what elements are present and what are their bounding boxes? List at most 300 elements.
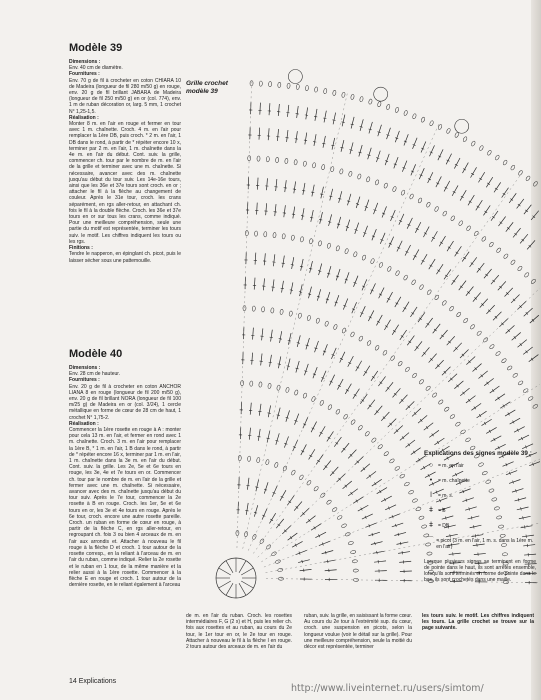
stitch-mark <box>476 200 483 210</box>
stitch-mark <box>459 281 466 290</box>
stitch-mark <box>429 354 437 363</box>
chain-stitch-mark <box>316 318 320 324</box>
model-39-finitions: Tendre le napperon, en épinglant ch. picot, puis le laisser sécher sous une pattemouille. <box>69 251 181 264</box>
stitch-crossbar <box>313 142 316 143</box>
stitch-mark <box>280 331 282 343</box>
stitch-mark <box>323 136 325 148</box>
stitch-crossbar <box>297 343 300 344</box>
stitch-mark <box>493 312 501 320</box>
model-39-section <box>69 42 181 264</box>
stitch-mark <box>433 324 441 333</box>
stitch-mark <box>444 269 451 279</box>
stitch-mark <box>327 431 334 441</box>
chain-stitch-mark <box>518 170 523 176</box>
stitch-crossbar <box>340 147 343 148</box>
treble-icon: ǂ <box>428 506 434 514</box>
stitch-crossbar <box>360 126 363 127</box>
model-40-realisation-label: Réalisation : <box>69 420 99 427</box>
stitch-mark <box>325 570 337 571</box>
chain-stitch-mark <box>298 313 302 319</box>
stitch-mark <box>280 490 286 500</box>
chain-stitch-mark <box>377 444 383 450</box>
chain-stitch-mark <box>357 425 363 431</box>
stitch-mark <box>435 360 443 369</box>
stitch-mark <box>370 283 375 294</box>
chain-stitch-mark <box>311 396 316 402</box>
chain-stitch-mark <box>503 253 509 259</box>
stitch-mark <box>418 312 425 322</box>
stitch-mark <box>322 550 334 553</box>
stitch-mark <box>287 105 288 117</box>
stitch-mark <box>292 541 303 547</box>
stitch-mark <box>395 297 401 307</box>
stitch-mark <box>371 542 383 545</box>
chain-stitch-mark <box>463 136 468 142</box>
chain-stitch-mark <box>489 344 495 350</box>
stitch-mark <box>495 444 506 449</box>
stitch-mark <box>429 145 434 156</box>
model-40-continued-col1: de m. en l'air du ruban. Croch. les rosettes intermédiaires F, G (2 x) et H, puis les relier ch. fois aux rosettes et au ruban, au cours du 2e tour, le 1er tour en or, le 2e tour en rouge. Attacher à nouveau le fil à la flèche I en rouge. 2 tours autour des arceaux de m. en l'air du <box>186 613 292 651</box>
chain-stitch-mark <box>319 400 324 406</box>
stitch-mark <box>315 532 326 537</box>
stitch-mark <box>452 185 458 195</box>
chain-stitch-mark <box>442 211 447 217</box>
chain-stitch-mark <box>456 312 462 318</box>
legend-row <box>424 538 536 550</box>
chain-stitch-mark <box>359 96 363 102</box>
chain-stitch-mark <box>348 171 352 177</box>
chain-stitch-mark <box>389 458 395 464</box>
stitch-crossbar <box>329 196 332 197</box>
stitch-mark <box>269 103 270 115</box>
stitch-crossbar <box>304 140 307 141</box>
stitch-mark <box>374 203 378 214</box>
stitch-mark <box>410 307 417 317</box>
chain-stitch-mark <box>364 431 370 437</box>
chain-stitch-mark <box>250 381 253 386</box>
center-spoke <box>219 568 231 575</box>
stitch-mark <box>392 523 403 527</box>
stitch-mark <box>276 433 279 444</box>
chain-stitch-mark <box>397 361 403 367</box>
stitch-mark <box>490 386 500 393</box>
stitch-crossbar <box>474 407 476 410</box>
stitch-crossbar <box>463 257 466 259</box>
model-40-dims-label: Dimensions : <box>69 365 101 371</box>
stitch-mark <box>360 394 367 404</box>
chain-stitch-mark <box>533 181 539 187</box>
chain-stitch-mark <box>495 351 501 357</box>
chain-stitch-mark <box>335 409 340 415</box>
stitch-mark <box>517 199 524 209</box>
stitch-crossbar <box>291 265 294 266</box>
chain-stitch-mark <box>471 141 476 147</box>
stitch-crossbar <box>268 413 271 414</box>
stitch-mark <box>277 129 278 141</box>
chain-stitch-mark <box>429 120 434 126</box>
stitch-mark <box>466 396 476 403</box>
legend-text: = m. en l'air <box>438 462 464 469</box>
stitch-crossbar <box>310 217 313 218</box>
stitch-crossbar <box>311 192 314 193</box>
center-spoke <box>239 583 246 595</box>
stitch-mark <box>524 308 533 316</box>
chain-stitch-mark <box>327 243 331 249</box>
chain-stitch-mark <box>408 490 414 495</box>
chain-stitch-mark <box>350 419 356 425</box>
stitch-mark <box>347 194 350 205</box>
stitch-mark <box>292 257 294 269</box>
chain-stitch-mark <box>449 306 455 312</box>
stitch-crossbar <box>361 399 364 401</box>
stitch-mark <box>473 293 481 302</box>
chain-stitch-mark <box>275 157 278 162</box>
stitch-mark <box>423 227 429 238</box>
stitch-mark <box>460 350 469 358</box>
stitch-mark <box>330 467 338 476</box>
legend-row <box>424 493 536 499</box>
stitch-crossbar <box>419 318 422 320</box>
stitch-mark <box>412 408 421 416</box>
chain-stitch-mark <box>282 234 286 240</box>
legend-row <box>424 463 536 469</box>
stitch-mark <box>415 222 421 233</box>
stitch-mark <box>454 158 460 169</box>
stitch-mark <box>343 299 347 310</box>
stitch-mark <box>399 214 404 225</box>
stitch-crossbar <box>257 436 260 437</box>
stitch-mark <box>372 229 376 240</box>
stitch-mark <box>337 217 340 229</box>
chain-stitch-mark <box>479 145 484 151</box>
stitch-mark <box>343 481 352 489</box>
stitch-crossbar <box>331 145 334 146</box>
stitch-crossbar <box>377 551 378 554</box>
chain-stitch-mark <box>313 486 319 492</box>
stitch-mark <box>400 433 409 441</box>
stitch-mark <box>378 376 385 386</box>
stitch-mark <box>486 177 492 187</box>
stitch-mark <box>306 338 310 349</box>
chain-stitch-mark <box>303 161 307 167</box>
chain-stitch-mark <box>271 308 275 314</box>
chain-stitch-mark <box>252 306 255 311</box>
stitch-mark <box>371 371 378 381</box>
stitch-mark <box>399 395 407 404</box>
stitch-mark <box>471 167 477 177</box>
chain-stitch-mark <box>502 160 507 166</box>
stitch-mark <box>319 263 322 275</box>
stitch-crossbar <box>323 118 326 119</box>
stitch-mark <box>259 404 261 416</box>
stitch-mark <box>277 408 280 420</box>
stitch-mark <box>262 328 263 340</box>
chain-stitch-mark <box>274 462 279 468</box>
stitch-mark <box>359 145 362 157</box>
stitch-mark <box>446 154 451 165</box>
model-40-dims: Env. 28 cm de hauteur. <box>69 371 121 378</box>
stitch-mark <box>506 222 513 231</box>
model-40-supplies-label: Fournitures : <box>69 377 100 384</box>
stitch-mark <box>510 418 520 424</box>
stitch-crossbar <box>337 224 340 225</box>
stitch-mark <box>440 330 448 339</box>
stitch-mark <box>331 348 336 359</box>
stitch-mark <box>382 206 387 217</box>
chain-stitch-mark <box>261 307 265 312</box>
stitch-mark <box>313 367 317 378</box>
stitch-mark <box>271 330 273 342</box>
stitch-crossbar <box>277 415 280 416</box>
stitch-mark <box>514 427 525 433</box>
stitch-mark <box>345 272 349 283</box>
stitch-crossbar <box>302 560 303 563</box>
page-footer <box>69 678 116 685</box>
stitch-mark <box>259 128 260 140</box>
stitch-mark <box>329 214 332 226</box>
stitch-mark <box>300 569 312 570</box>
stitch-mark <box>470 257 477 267</box>
chain-stitch-mark <box>532 404 538 409</box>
picot-scallop <box>374 87 388 101</box>
stitch-mark <box>257 203 258 215</box>
chain-stitch-mark <box>259 81 262 86</box>
stitch-crossbar <box>484 211 487 213</box>
stitch-mark <box>296 131 298 143</box>
stitch-mark <box>394 425 403 433</box>
stitch-mark <box>411 164 416 175</box>
stitch-mark <box>311 210 313 222</box>
stitch-mark <box>275 204 276 216</box>
stitch-mark <box>404 134 408 145</box>
stitch-mark <box>372 479 382 486</box>
chain-stitch-mark <box>427 289 432 295</box>
stitch-crossbar <box>349 150 352 151</box>
stitch-crossbar <box>498 397 500 400</box>
stitch-crossbar <box>328 222 331 223</box>
stitch-mark <box>451 275 458 285</box>
stitch-mark <box>276 179 277 191</box>
stitch-mark <box>345 384 351 394</box>
stitch-crossbar <box>332 120 335 121</box>
chain-stitch-mark <box>438 399 444 405</box>
stitch-crossbar <box>492 216 495 218</box>
stitch-crossbar <box>278 364 281 365</box>
chain-stitch-mark <box>323 88 327 94</box>
chain-stitch-mark <box>296 84 300 90</box>
stitch-mark <box>392 325 398 335</box>
chain-stitch-mark <box>278 82 281 87</box>
chain-stitch-mark <box>291 235 295 241</box>
model-39-supplies: Env. 70 g de fil à crocheter en coton CHIARA 10 de Madeira (longueur de fil 280 m/50 g) en rouge, env. 20 g de fil brillant JABARA de Madeira (longueur de fil 250 m/50 g) en or (col. 774), env. 1 m de ruban décoration or, larg. 5 mm, 1 crochet N° 1,25-1,5. <box>69 77 181 115</box>
chain-stitch-mark <box>394 466 400 471</box>
stitch-mark <box>384 320 390 330</box>
stitch-mark <box>301 259 303 271</box>
stitch-mark <box>506 325 515 333</box>
stitch-mark <box>270 355 272 367</box>
chain-stitch-mark <box>273 232 277 238</box>
stitch-mark <box>286 410 290 421</box>
stitch-mark <box>348 356 354 367</box>
stitch-mark <box>422 347 430 356</box>
center-spoke <box>226 561 233 573</box>
stitch-mark <box>294 181 296 193</box>
stitch-mark <box>448 374 457 382</box>
stitch-mark <box>305 133 307 145</box>
chain-stitch-mark <box>294 390 298 396</box>
stitch-mark <box>261 354 262 366</box>
stitch-mark <box>252 353 253 365</box>
chain-stitch-mark <box>254 231 257 236</box>
legend-text: = m. s. <box>438 492 454 499</box>
stitch-mark <box>324 111 326 123</box>
stitch-mark <box>368 532 379 536</box>
stitch-mark <box>303 183 305 195</box>
chain-stitch-mark <box>465 437 471 442</box>
stitch-mark <box>368 310 373 321</box>
stitch-mark <box>518 435 529 440</box>
chain-stitch-mark <box>259 382 263 388</box>
stitch-mark <box>399 561 411 562</box>
stitch-mark <box>520 234 528 243</box>
stitch-mark <box>246 503 248 515</box>
model-39-title: Modèle 39 <box>69 42 123 54</box>
stitch-mark <box>314 134 316 146</box>
stitch-mark <box>484 269 492 278</box>
stitch-mark <box>358 505 369 511</box>
stitch-mark <box>462 163 468 173</box>
stitch-mark <box>287 130 288 142</box>
stitch-mark <box>298 560 310 563</box>
stitch-mark <box>342 115 345 127</box>
stitch-mark <box>310 261 313 273</box>
stitch-mark <box>527 240 535 249</box>
stitch-mark <box>266 203 267 215</box>
chain-stitch-mark <box>507 365 513 371</box>
chain-stitch-mark <box>525 175 530 181</box>
stitch-crossbar <box>375 542 376 545</box>
stitch-crossbar <box>445 275 448 277</box>
chain-stitch-mark <box>268 383 272 389</box>
chain-stitch-mark <box>280 309 284 315</box>
stitch-mark <box>374 561 386 562</box>
chain-stitch-mark <box>382 350 387 356</box>
stitch-mark <box>346 220 350 231</box>
stitch-crossbar <box>413 451 415 454</box>
chain-stitch-mark <box>287 83 291 88</box>
stitch-mark <box>264 482 268 493</box>
stitch-mark <box>491 211 498 221</box>
chain-stitch-mark <box>450 215 455 221</box>
chain-stitch-mark <box>510 165 515 171</box>
chain-stitch-mark <box>309 238 313 244</box>
stitch-mark <box>483 205 490 215</box>
stitch-mark <box>398 552 410 554</box>
stitch-crossbar <box>374 482 376 485</box>
symbol-legend <box>424 450 536 583</box>
stitch-mark <box>418 415 427 423</box>
stitch-mark <box>334 437 341 447</box>
stitch-mark <box>353 276 357 287</box>
chain-stitch-mark <box>523 388 529 393</box>
chain-stitch-mark <box>524 272 530 278</box>
stitch-mark <box>455 246 462 256</box>
chain-stitch-mark <box>434 206 439 212</box>
stitch-mark <box>389 237 394 248</box>
chain-stitch-mark <box>324 321 329 327</box>
stitch-mark <box>362 279 367 290</box>
stitch-mark <box>300 284 303 296</box>
stitch-mark <box>323 461 331 470</box>
chain-stitch-mark <box>244 531 248 537</box>
stitch-mark <box>339 191 342 203</box>
stitch-mark <box>308 287 311 299</box>
stitch-mark <box>377 488 387 494</box>
chain-stitch-mark <box>266 157 269 162</box>
wedge-guide-line <box>243 91 348 549</box>
chain-stitch-mark <box>403 110 408 116</box>
chain-stitch-mark <box>343 414 348 420</box>
stitch-mark <box>254 505 257 516</box>
model-40-title: Modèle 40 <box>69 348 123 360</box>
stitch-mark <box>362 514 373 519</box>
stitch-mark <box>400 330 407 340</box>
chain-stitch-mark <box>350 550 356 554</box>
stitch-mark <box>348 489 358 496</box>
stitch-mark <box>267 178 268 190</box>
chain-stitch-mark <box>401 190 406 196</box>
model-40-supplies: Env. 20 g de fil à crocheter en coton ANCHOR LIANA 8 en rouge (longueur de fil 200 m/50 g), env. 20 g de fil brillant NORA (longueur de fil 100 m/25 g) de Madeira en or (col. 3/24), 1 cercle métallique en forme de cœur de 28 cm de haut, 1 crochet N° 1,75-2. <box>69 383 181 421</box>
chain-stitch-mark <box>353 569 358 572</box>
stitch-mark <box>415 341 422 350</box>
stitch-mark <box>436 264 443 274</box>
model-39-dims-label: Dimensions : <box>69 59 101 65</box>
stitch-mark <box>429 259 435 269</box>
stitch-mark <box>530 315 539 323</box>
stitch-crossbar <box>456 252 459 254</box>
stitch-mark <box>352 302 357 313</box>
stitch-mark <box>302 208 304 220</box>
chain-stitch-mark <box>395 270 400 276</box>
chain-stitch-mark <box>366 176 370 182</box>
model-40-realisation: Commencer la 1ère rosette en rouge à A : monter pour cela 13 m. en l'air, et fermer en rond avec 1 m. chaînette. Croch. 3 m. en l'air pour remplacer la 1ère B, * 1 m. en l'air, 1 B dans le rond, à partir de * répéter encore 16 x, terminer par 1 m. en l'air, 1 m. chaînette dans la 3e m. en l'air du début. Cont. suiv. la grille. Les 2e, 5e et 6e tours en rouge, les 3e, 4e et 7e tours en or. Commencer ch. tour par le nombre de m. en l'air de la grille et fermer avec une m. chaînette. Si nécessaire, avancer avec des m. chaînette jusqu'au début du tour suiv. Après le 7e tour, commencer la 2e rosette à B en rouge. Croch. les 1er, 5e et 6e tours en or, les 3e et 4e tours en rouge. Après le 6e tour, croch. encore une autre rosette pareille. Croch. un ruban en forme de cœur en rouge, à partir de la flèche C, en rgs aller-retour, en regroupant ch. fois 3 ou bien 4 arceaux de m. en l'air aux arrondis et. Attacher à nouveau le fil rouge à la flèche D et croch. 1 tour autour de la rosette corresp., en la reliant à l'arceau de m. en l'air du ruban, comme indiqué. Relier la 2e rosette et le ruban en 1 tour, de la même manière et la relier aussi à la 1ère rosette. Commencer à la flèche E en rouge et croch. 1 tour autour de la dernière rosette, en le reliant également à l'arceau <box>69 427 181 589</box>
stitch-crossbar <box>301 216 304 217</box>
stitch-mark <box>509 193 516 203</box>
chain-stitch-mark <box>256 457 260 463</box>
chain-stitch-mark <box>300 237 304 243</box>
stitch-mark <box>394 157 398 168</box>
chain-stitch-mark <box>291 470 296 476</box>
stitch-mark <box>421 141 426 152</box>
stitch-mark <box>454 381 463 389</box>
stitch-mark <box>353 389 360 399</box>
chain-stitch-mark <box>337 515 343 520</box>
chain-stitch-mark <box>495 155 500 161</box>
stitch-mark <box>294 414 298 425</box>
stitch-mark <box>486 305 494 314</box>
chain-stitch-mark <box>415 507 421 512</box>
model-39-dims: Env. 40 cm de diamètre. <box>69 65 123 72</box>
stitch-mark <box>329 375 334 386</box>
chain-stitch-mark <box>517 266 523 272</box>
stitch-mark <box>312 185 314 197</box>
chain-stitch-mark <box>277 568 283 572</box>
stitch-mark <box>462 252 469 262</box>
stitch-mark <box>340 352 345 363</box>
stitch-mark <box>311 422 316 433</box>
stitch-crossbar <box>267 438 270 439</box>
stitch-mark <box>473 364 482 372</box>
